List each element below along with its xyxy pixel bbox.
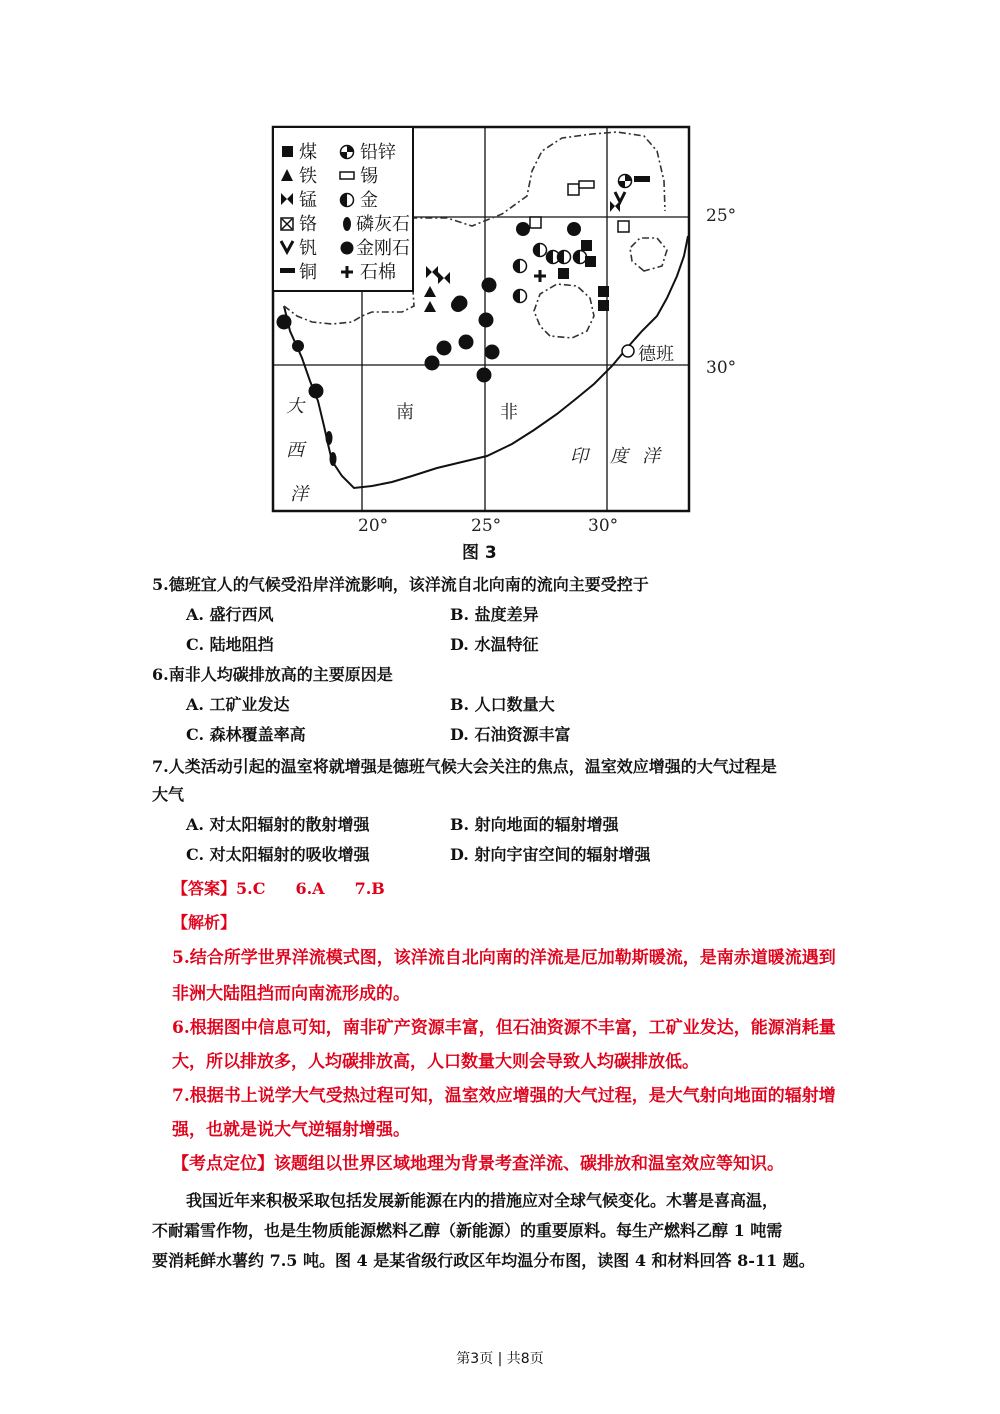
square-icon: [282, 146, 293, 157]
indian-ocean-label-1: 印: [570, 446, 588, 467]
legend-label-gold: 金: [360, 190, 378, 211]
answer-label: 【答案】: [172, 879, 237, 898]
analysis-line-1: 5.结合所学世界洋流模式图，该洋流自北向南的洋流是厄加勒斯暖流，是南赤道暖流遇到: [172, 948, 836, 968]
legend-label-copper: 铜: [299, 262, 317, 283]
legend-label-manganese: 锰: [299, 190, 317, 211]
figure-caption: 图 3: [462, 543, 497, 563]
q6-option-c: C. 森林覆盖率高: [186, 725, 306, 744]
indian-ocean-label-2: 度: [610, 446, 628, 467]
q6-option-b: B. 人口数量大: [450, 695, 555, 714]
passage-line-3: 要消耗鲜水薯约 7.5 吨。图 4 是某省级行政区年均温分布图，读图 4 和材料回答 8-11 题。: [152, 1251, 815, 1270]
kaodian-label: 【考点定位】: [172, 1154, 274, 1174]
legend-label-chromium: 铬: [299, 214, 317, 235]
lat-label-25: 25°: [706, 206, 737, 226]
page-footer: 第3页 | 共8页: [456, 1351, 544, 1367]
legend-label-tin: 锡: [360, 166, 378, 187]
indian-ocean-label-3: 洋: [642, 446, 660, 467]
answer-5: 5.C: [236, 879, 266, 898]
answer-7: 7.B: [354, 879, 385, 898]
south-africa-mineral-map: [272, 126, 737, 536]
question-7-cont: 大气: [152, 785, 185, 804]
passage-line-2: 不耐霜雪作物，也是生物质能源燃料乙醇（新能源）的重要原料。每生产燃料乙醇 1 吨需: [152, 1221, 783, 1240]
q7-option-c: C. 对太阳辐射的吸收增强: [186, 845, 370, 864]
kaodian-text: 该题组以世界区域地理为背景考查洋流、碳排放和温室效应等知识。: [274, 1154, 784, 1174]
lon-label-30: 30°: [588, 516, 619, 536]
lat-label-30: 30°: [706, 358, 737, 378]
bar-icon: [280, 268, 295, 273]
q5-option-d: D. 水温特征: [450, 635, 539, 654]
durban-marker: [622, 345, 634, 357]
q5-option-c: C. 陆地阻挡: [186, 635, 274, 654]
legend-label-iron: 铁: [299, 166, 317, 187]
q7-option-a: A. 对太阳辐射的散射增强: [186, 815, 370, 834]
analysis-line-2: 非洲大陆阻挡而向南流形成的。: [172, 984, 410, 1004]
question-7: 7.人类活动引起的温室将就增强是德班气候大会关注的焦点，温室效应增强的大气过程是: [152, 757, 777, 776]
q6-option-a: A. 工矿业发达: [186, 695, 290, 714]
filled-circle-icon: [341, 242, 354, 255]
analysis-label: 【解析】: [172, 913, 237, 932]
legend-label-diamond: 金刚石: [356, 238, 410, 259]
q7-option-d: D. 射向宇宙空间的辐射增强: [450, 845, 651, 864]
q6-option-d: D. 石油资源丰富: [450, 725, 571, 744]
question-5: 5.德班宜人的气候受沿岸洋流影响，该洋流自北向南的流向主要受控于: [152, 575, 649, 594]
hollow-rect-icon: [340, 172, 354, 179]
durban-label: 德班: [638, 344, 674, 365]
q5-option-b: B. 盐度差异: [450, 605, 539, 624]
passage-line-1: 我国近年来积极采取包括发展新能源在内的措施应对全球气候变化。木薯是喜高温，: [186, 1191, 779, 1210]
kaodian-line: [172, 1152, 784, 1176]
analysis-line-3: 6.根据图中信息可知，南非矿产资源丰富，但石油资源不丰富，工矿业发达，能源消耗量: [172, 1018, 836, 1038]
analysis-line-4: 大，所以排放多，人均碳排放高，人口数量大则会导致人均碳排放低。: [172, 1052, 699, 1072]
q7-option-b: B. 射向地面的辐射增强: [450, 815, 619, 834]
legend-label-lead-zinc: 铅锌: [360, 142, 396, 163]
answer-line: [172, 878, 385, 900]
lon-label-20: 20°: [358, 516, 389, 536]
legend-label-vanadium: 钒: [299, 238, 317, 259]
legend-label-coal: 煤: [299, 142, 317, 163]
drop-icon: [343, 217, 351, 231]
atlantic-label-3: 洋: [290, 484, 308, 505]
q5-option-a: A. 盛行西风: [186, 605, 274, 624]
legend-label-asbestos: 石棉: [360, 262, 396, 283]
answer-6: 6.A: [295, 879, 325, 898]
country-label-1: 南: [396, 402, 414, 423]
analysis-line-6: 强，也就是说大气逆辐射增强。: [172, 1120, 410, 1140]
country-label-2: 非: [500, 402, 518, 423]
lon-label-25: 25°: [471, 516, 502, 536]
legend-label-apatite: 磷灰石: [356, 214, 410, 235]
analysis-line-5: 7.根据书上说学大气受热过程可知，温室效应增强的大气过程，是大气射向地面的辐射增: [172, 1086, 836, 1106]
atlantic-label-2: 西: [286, 440, 304, 461]
atlantic-label-1: 大: [286, 396, 304, 417]
question-6: 6.南非人均碳排放高的主要原因是: [152, 665, 393, 684]
